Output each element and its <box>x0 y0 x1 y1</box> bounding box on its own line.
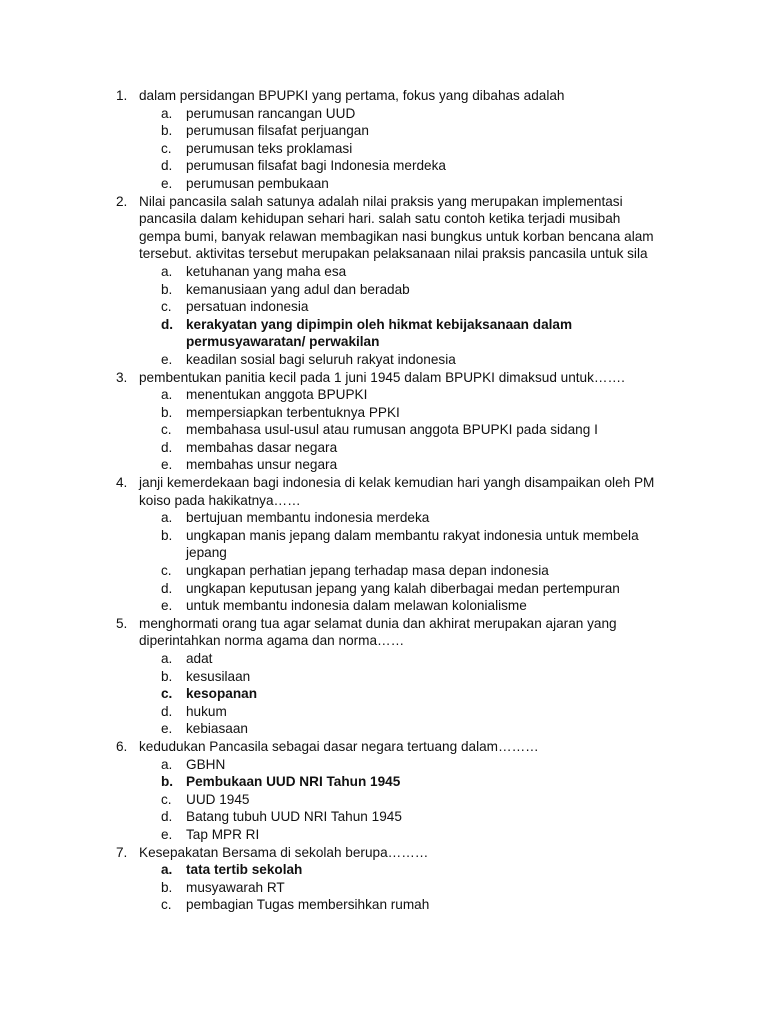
option-letter: a. <box>161 263 173 279</box>
option-text: menentukan anggota BPUPKI <box>186 387 368 403</box>
question-text: pembentukan panitia kecil pada 1 juni 1945 dalam BPUPKI dimaksud untuk……. <box>139 369 625 385</box>
option-letter: c. <box>161 791 172 807</box>
question-item <box>0 87 657 193</box>
question-number: 1. <box>116 88 128 103</box>
question-number: 7. <box>116 844 128 860</box>
option-item-answer <box>0 773 666 791</box>
option-list <box>139 263 657 369</box>
question-number: 2. <box>116 193 128 209</box>
option-item <box>0 509 666 527</box>
option-letter: d. <box>161 809 173 825</box>
option-letter: c. <box>161 140 172 156</box>
question-number: 4. <box>116 475 128 491</box>
option-text: musyawarah RT <box>186 879 285 895</box>
option-item <box>0 808 666 826</box>
option-text: pembagian Tugas membersihkan rumah <box>186 897 430 913</box>
option-text: untuk membantu indonesia dalam melawan kolonialisme <box>186 598 527 614</box>
option-letter: b. <box>161 668 173 684</box>
option-item <box>0 351 666 369</box>
option-text: keadilan sosial bagi seluruh rakyat indonesia <box>186 351 456 367</box>
option-letter: a. <box>161 510 173 526</box>
question-item <box>0 474 657 615</box>
option-text: perumusan pembukaan <box>186 175 329 191</box>
option-letter: a. <box>161 862 173 878</box>
option-text: adat <box>186 651 213 666</box>
option-list <box>139 386 657 474</box>
option-item <box>0 597 666 615</box>
question-item <box>0 369 657 475</box>
question-number: 5. <box>116 615 128 631</box>
option-letter: b. <box>161 774 174 790</box>
option-text: membahas unsur negara <box>186 457 338 473</box>
option-letter: c. <box>161 686 173 702</box>
option-letter: b. <box>161 879 173 895</box>
option-item <box>0 527 666 562</box>
option-letter: b. <box>161 527 173 543</box>
option-item <box>0 756 666 774</box>
question-text: kedudukan Pancasila sebagai dasar negara tertuang dalam……… <box>139 738 539 754</box>
option-text: persatuan indonesia <box>186 299 309 315</box>
option-letter: e. <box>161 598 173 614</box>
option-text: kerakyatan yang dipimpin oleh hikmat kebijaksanaan dalam permusyawaratan/ perwakilan <box>186 316 573 350</box>
option-item <box>0 281 666 299</box>
question-text: Nilai pancasila salah satunya adalah nilai praksis yang merupakan implementasi pancasila dalam kehidupan sehari hari. salah satu contoh ketika terjadi musibah gempa bumi, banyak relawan membagikan nasi bungkus untuk korban bencana alam tersebut. aktivitas tersebut merupakan pelaksanaan nilai praksis pancasila untuk sila <box>139 193 654 262</box>
question-item <box>0 615 657 738</box>
option-item <box>0 562 666 580</box>
option-list <box>139 756 657 844</box>
option-item <box>0 720 666 738</box>
option-item <box>0 456 666 474</box>
option-item <box>0 175 666 193</box>
option-letter: e. <box>161 457 173 473</box>
option-item <box>0 580 666 598</box>
option-text: UUD 1945 <box>186 791 250 807</box>
option-item <box>0 157 666 175</box>
option-letter: b. <box>161 123 173 139</box>
option-letter: e. <box>161 826 173 842</box>
question-item <box>0 844 657 914</box>
option-letter: e. <box>161 351 173 367</box>
option-item-answer <box>0 316 666 351</box>
option-letter: c. <box>161 299 172 315</box>
option-letter: a. <box>161 651 173 666</box>
option-text: kebiasaan <box>186 721 248 737</box>
option-text: GBHN <box>186 756 226 772</box>
option-text: kesopanan <box>186 686 258 702</box>
option-text: ketuhanan yang maha esa <box>186 263 347 279</box>
option-letter: b. <box>161 404 173 420</box>
option-text: ungkapan keputusan jepang yang kalah diberbagai medan pertempuran <box>186 580 620 596</box>
option-letter: d. <box>161 703 173 719</box>
option-item <box>0 439 666 457</box>
option-letter: e. <box>161 175 173 191</box>
option-item <box>0 896 666 914</box>
option-text: perumusan rancangan UUD <box>186 105 356 121</box>
question-text: Kesepakatan Bersama di sekolah berupa……… <box>139 844 429 860</box>
option-text: mempersiapkan terbentuknya PPKI <box>186 404 400 420</box>
option-letter: b. <box>161 281 173 297</box>
option-text: membahas dasar negara <box>186 439 338 455</box>
option-text: kemanusiaan yang adul dan beradab <box>186 281 410 297</box>
option-letter: d. <box>161 439 173 455</box>
option-item <box>0 791 666 809</box>
option-item-answer <box>0 685 666 703</box>
option-text: perumusan filsafat perjuangan <box>186 123 369 139</box>
option-item <box>0 826 666 844</box>
option-letter: c. <box>161 563 172 579</box>
option-item <box>0 263 666 281</box>
question-text: dalam persidangan BPUPKI yang pertama, fokus yang dibahas adalah <box>139 88 565 103</box>
option-item <box>0 703 666 721</box>
option-item <box>0 404 666 422</box>
option-text: tata tertib sekolah <box>186 862 303 878</box>
question-number: 6. <box>116 738 128 754</box>
option-letter: d. <box>161 316 174 332</box>
question-text: menghormati orang tua agar selamat dunia dan akhirat merupakan ajaran yang diperintahkan norma agama dan norma…… <box>139 615 617 649</box>
option-text: Pembukaan UUD NRI Tahun 1945 <box>186 774 401 790</box>
option-letter: a. <box>161 387 173 403</box>
option-text: ungkapan manis jepang dalam membantu rakyat indonesia untuk membela jepang <box>186 527 639 561</box>
option-item <box>0 122 666 140</box>
option-text: kesusilaan <box>186 668 251 684</box>
option-letter: c. <box>161 897 172 913</box>
question-item <box>0 738 657 844</box>
option-list <box>139 105 657 193</box>
option-letter: a. <box>161 756 173 772</box>
option-list <box>139 650 657 738</box>
option-item <box>0 140 666 158</box>
question-number: 3. <box>116 369 128 385</box>
option-item-answer <box>0 861 666 879</box>
question-list <box>0 87 768 914</box>
option-item <box>0 105 666 123</box>
option-text: perumusan teks proklamasi <box>186 140 353 156</box>
question-item <box>0 193 657 369</box>
option-item <box>0 879 666 897</box>
option-item <box>0 298 666 316</box>
option-letter: c. <box>161 422 172 438</box>
option-text: Batang tubuh UUD NRI Tahun 1945 <box>186 809 402 825</box>
option-item <box>0 668 666 686</box>
option-list <box>139 861 657 914</box>
option-letter: d. <box>161 580 173 596</box>
option-item <box>0 421 666 439</box>
option-item <box>0 650 666 668</box>
option-text: Tap MPR RI <box>186 826 260 842</box>
option-text: hukum <box>186 703 227 719</box>
option-list <box>139 509 657 615</box>
option-letter: a. <box>161 105 173 121</box>
option-text: bertujuan membantu indonesia merdeka <box>186 510 430 526</box>
option-letter: d. <box>161 158 173 174</box>
option-item <box>0 386 666 404</box>
option-text: membahasa usul-usul atau rumusan anggota BPUPKI pada sidang I <box>186 422 598 438</box>
option-text: ungkapan perhatian jepang terhadap masa depan indonesia <box>186 563 549 579</box>
option-letter: e. <box>161 721 173 737</box>
question-text: janji kemerdekaan bagi indonesia di kelak kemudian hari yangh disampaikan oleh PM koiso pada hakikatnya…… <box>139 475 655 508</box>
option-text: perumusan filsafat bagi Indonesia merdeka <box>186 158 446 174</box>
